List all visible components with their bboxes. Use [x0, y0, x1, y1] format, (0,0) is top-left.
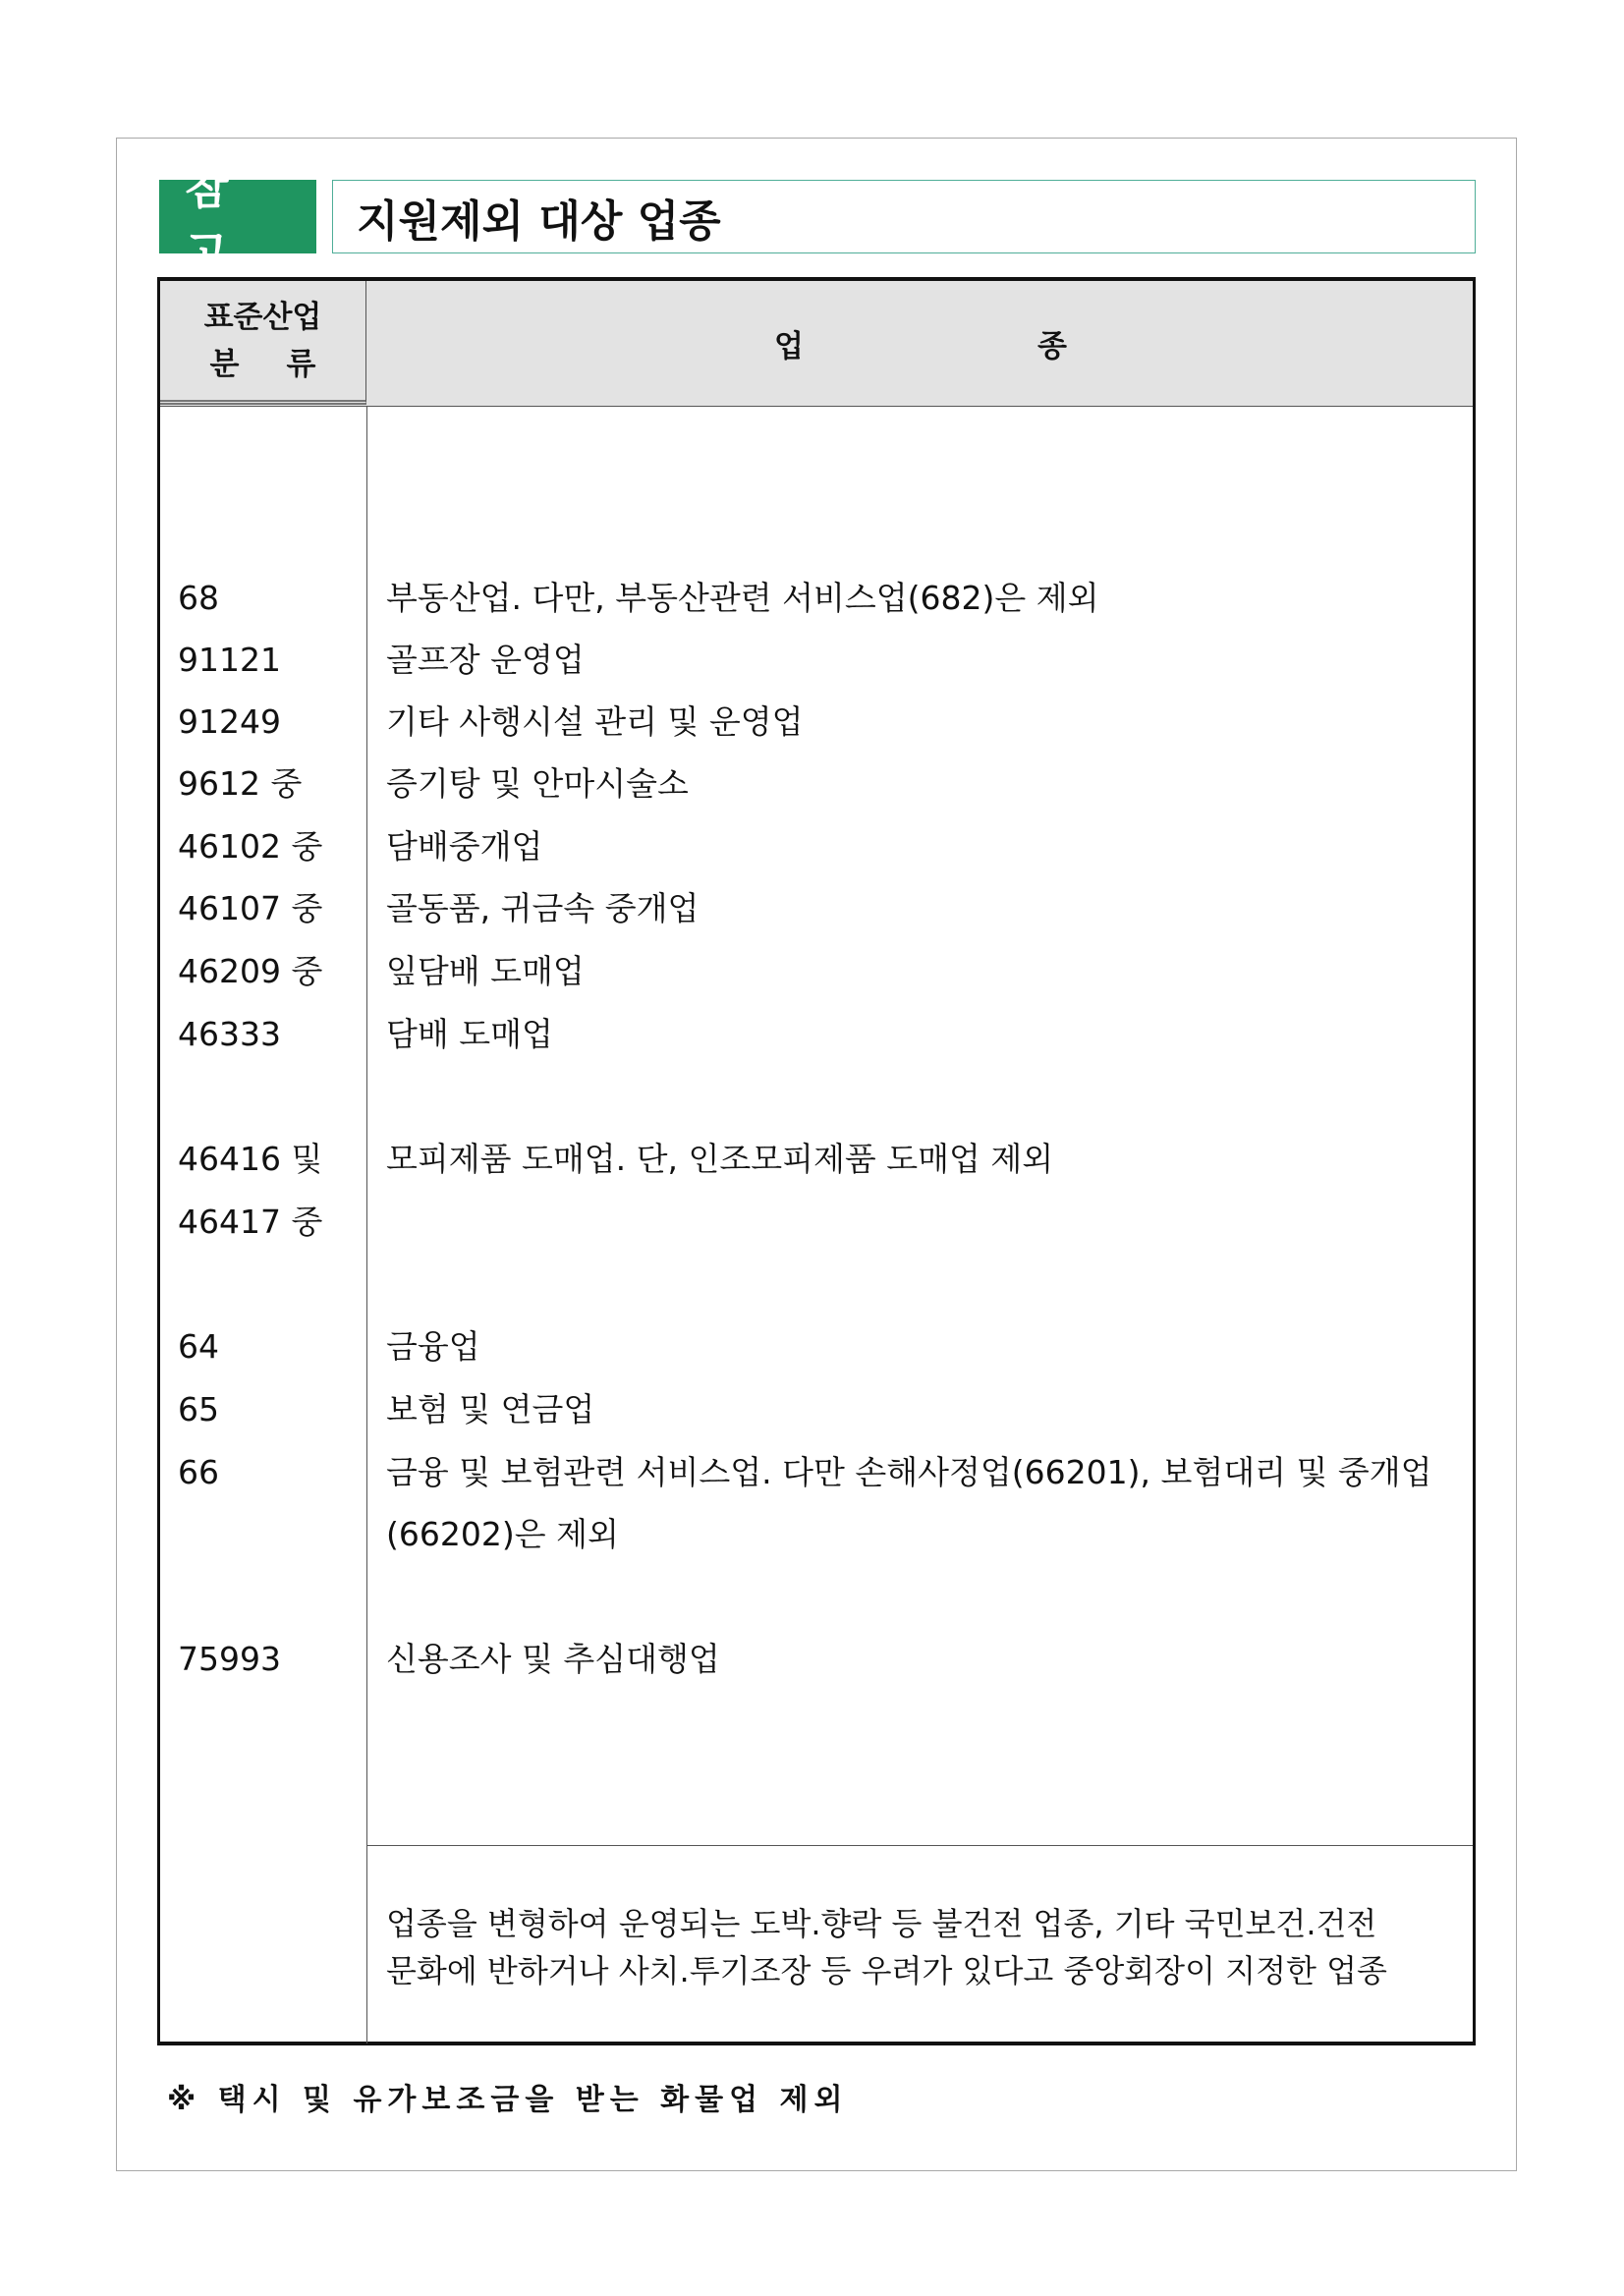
industry-code: 46417 중 [178, 1203, 323, 1241]
industry-desc: 담배중개업 [386, 827, 543, 866]
industry-desc: 잎담배 도매업 [386, 952, 585, 990]
reference-badge: 참고 [159, 180, 316, 253]
table-row [160, 884, 1473, 933]
industry-code: 91121 [178, 641, 281, 679]
industry-desc: 신용조사 및 추심대행업 [386, 1640, 720, 1678]
table-row [160, 698, 1473, 747]
industry-code: 46102 중 [178, 827, 323, 866]
industry-desc: 담배 도매업 [386, 1015, 553, 1053]
industry-desc: 증기탕 및 안마시술소 [386, 764, 689, 803]
header-classification-line1: 표준산업 [203, 299, 322, 335]
footnote: ※ 택시 및 유가보조금을 받는 화물업 제외 [167, 2083, 849, 2117]
industry-desc: 골동품, 귀금속 중개업 [386, 889, 700, 927]
header-classification [160, 281, 366, 405]
table-row [160, 1448, 1473, 1497]
industry-code: 68 [178, 579, 219, 617]
industry-desc: 부동산업. 다만, 부동산관련 서비스업(682)은 제외 [386, 579, 1099, 617]
table-row [160, 1510, 1473, 1559]
header-classification-line2: 분류 [209, 346, 364, 382]
page-title: 지원제외 대상 업종 [332, 180, 1476, 253]
table-row [160, 1635, 1473, 1684]
table-row [160, 947, 1473, 996]
industry-code: 46416 및 [178, 1140, 323, 1178]
table-row [160, 1322, 1473, 1372]
industry-code: 46209 중 [178, 952, 323, 990]
table-row [160, 1198, 1473, 1247]
table-header [160, 281, 1473, 407]
table-row [160, 636, 1473, 685]
table-row [160, 574, 1473, 623]
industry-code: 91249 [178, 702, 281, 741]
additional-exclusion-note: 업종을 변형하여 운영되는 도박.향락 등 불건전 업종, 기타 국민보건.건전 문화에 반하거나 사치.투기조장 등 우려가 있다고 중앙회장이 지정한 업종 [386, 1905, 1387, 1989]
table-row [160, 822, 1473, 871]
excluded-industries-table [157, 277, 1476, 2045]
table-row [160, 1010, 1473, 1059]
industry-code: 65 [178, 1390, 219, 1428]
industry-code: 46107 중 [178, 889, 323, 927]
industry-desc: 골프장 운영업 [386, 641, 585, 679]
industry-desc: (66202)은 제외 [386, 1515, 619, 1553]
industry-desc: 보험 및 연금업 [386, 1390, 595, 1428]
table-row [160, 759, 1473, 809]
industry-desc: 금융업 [386, 1327, 480, 1366]
note-separator [366, 1845, 1473, 1846]
industry-code: 46333 [178, 1015, 281, 1053]
industry-code: 75993 [178, 1640, 281, 1678]
header-industry-char2: 종 [1037, 328, 1067, 364]
table-row [160, 1135, 1473, 1184]
industry-desc: 금융 및 보험관련 서비스업. 다만 손해사정업(66201), 보험대리 및 중개업 [386, 1453, 1432, 1491]
header-industry-char1: 업 [774, 328, 804, 364]
table-row [160, 1385, 1473, 1434]
industry-desc: 모피제품 도매업. 단, 인조모피제품 도매업 제외 [386, 1140, 1054, 1178]
industry-code: 66 [178, 1453, 219, 1491]
industry-code: 64 [178, 1327, 219, 1366]
header-industry [366, 281, 1473, 405]
industry-desc: 기타 사행시설 관리 및 운영업 [386, 702, 804, 741]
industry-code: 9612 중 [178, 764, 303, 803]
